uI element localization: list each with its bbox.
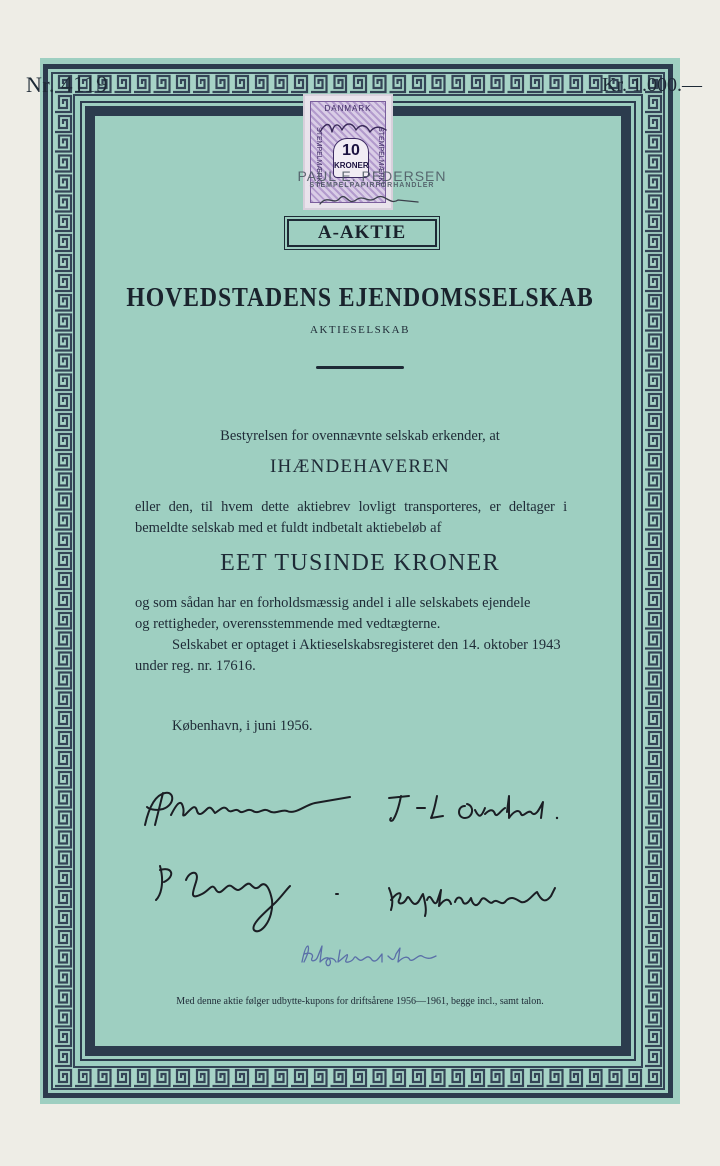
stamp-value: 10: [342, 142, 360, 159]
share-class-box: A-AKTIE: [287, 219, 437, 247]
signature-1: [135, 785, 365, 835]
body-line-1: eller den, til hvem dette aktiebrev lovligt transporteres, er deltager i: [135, 499, 567, 515]
certificate-number: [26, 72, 108, 98]
body-line-6: under reg. nr. 17616.: [135, 658, 256, 674]
dealer-overprint: [282, 168, 462, 189]
body-line-2: bemeldte selskab med et fuldt indbetalt aktiebeløb af: [135, 520, 442, 536]
stamp-side-right: STEMPELMÆRKE: [377, 127, 384, 187]
signature-2: [385, 788, 585, 828]
stamp-signature: [318, 190, 428, 210]
stamp-side-left: STEMPELMÆRKE: [315, 127, 322, 187]
body-line-3: og som sådan har en forholdsmæssig andel i alle selskabets ejendele: [135, 595, 531, 611]
stamp-cancel-scribble: [318, 118, 388, 138]
number-value: 4119: [61, 72, 109, 97]
intro-text: Bestyrelsen for ovennævnte selskab erkender, at: [220, 428, 500, 444]
signature-4: [385, 880, 575, 920]
number-label: Nr.: [26, 72, 55, 97]
body-line-5: Selskabet er optaget i Aktieselskabsregisteret den 14. oktober 1943: [172, 637, 561, 653]
title-rule: [316, 366, 404, 369]
amount-words: EET TUSINDE KRONER: [220, 550, 500, 576]
holder-heading: IHÆNDEHAVEREN: [270, 456, 450, 477]
stamp-country: DANMARK: [324, 104, 372, 113]
company-name: HOVEDSTADENS EJENDOMSSELSKAB: [126, 282, 594, 312]
signature-5: [296, 940, 446, 970]
dealer-name: PAUL E. PEDERSEN: [297, 168, 447, 184]
nominal-amount: Kr. 1.000.—: [602, 74, 702, 96]
dealer-title: STEMPELPAPIRFORHANDLER: [309, 182, 435, 189]
place-and-date: København, i juni 1956.: [172, 718, 313, 734]
stamp-unit: KRONER: [334, 161, 369, 170]
footer-note: Med denne aktie følger udbytte-kupons for driftsårene 1956—1961, begge incl., samt talon.: [176, 996, 544, 1007]
company-type: AKTIESELSKAB: [310, 324, 410, 336]
body-line-4: og rettigheder, overensstemmende med vedtægterne.: [135, 616, 441, 632]
signature-3: [150, 860, 370, 940]
